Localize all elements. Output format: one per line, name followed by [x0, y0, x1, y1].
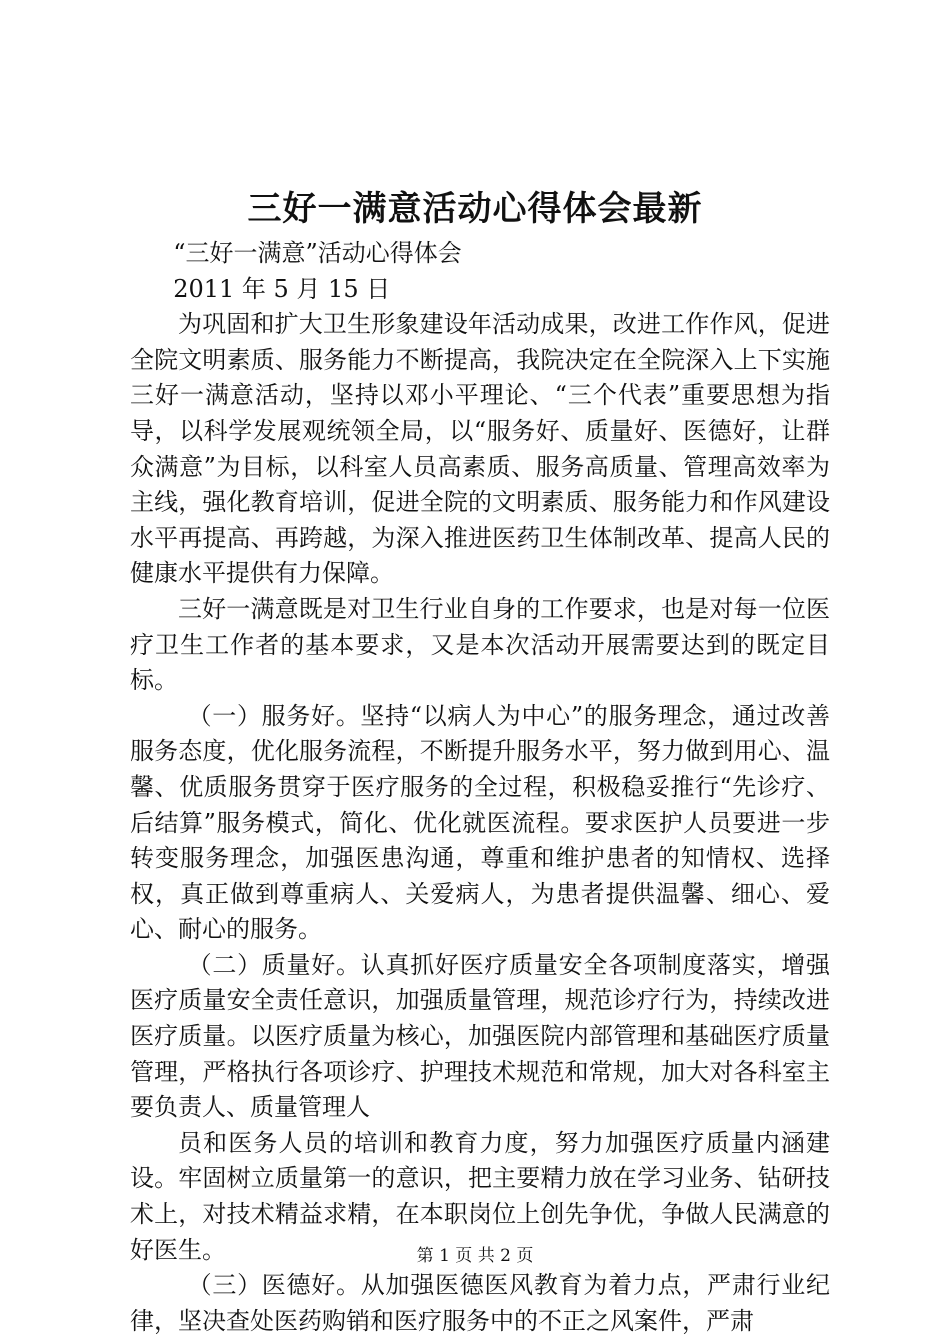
document-date: 2011 年 5 月 15 日 — [173, 274, 391, 303]
section-quality: （二）质量好。认真抓好医疗质量安全各项制度落实，增强医疗质量安全责任意识，加强质量管理，规范诊疗行为，持续改进医疗质量。以医疗质量为核心，加强医院内部管理和基础医疗质量管理，严格执行各项诊疗、护理技术规范和常规，加大对各科室主要负责人、质量管理人 — [130, 950, 830, 1122]
page-footer: 第 1 页 共 2 页 — [416, 1246, 534, 1266]
document-subtitle: “三好一满意”活动心得体会 — [173, 239, 462, 267]
document-body — [130, 236, 830, 1339]
section-ethics: （三）医德好。从加强医德医风教育为着力点，严肃行业纪律，坚决查处医药购销和医疗服务中的不正之风案件，严肃 — [130, 1271, 830, 1335]
section-service: （一）服务好。坚持“以病人为中心”的服务理念，通过改善服务态度，优化服务流程，不断提升服务水平，努力做到用心、温馨、优质服务贯穿于医疗服务的全过程，积极稳妥推行“先诊疗、后结算”服务模式，简化、优化就医流程。要求医护人员要进一步转变服务理念，加强医患沟通，尊重和维护患者的知情权、选择权，真正做到尊重病人、关爱病人，为患者提供温馨、细心、爱心、耐心的服务。 — [130, 701, 830, 944]
body-paragraph: 员和医务人员的培训和教育力度，努力加强医疗质量内涵建设。牢固树立质量第一的意识，把主要精力放在学习业务、钻研技术上，对技术精益求精，在本职岗位上创先争优，争做人民满意的好医生。 — [130, 1128, 830, 1264]
body-paragraph: 为巩固和扩大卫生形象建设年活动成果，改进工作作风，促进全院文明素质、服务能力不断提高，我院决定在全院深入上下实施三好一满意活动，坚持以邓小平理论、“三个代表”重要思想为指导，以科学发展观统领全局，以“服务好、质量好、医德好，让群众满意”为目标，以科室人员高素质、服务高质量、管理高效率为主线，强化教育培训，促进全院的文明素质、服务能力和作风建设水平再提高、再跨越，为深入推进医药卫生体制改革、提高人民的健康水平提供有力保障。 — [130, 310, 830, 588]
body-paragraph: 三好一满意既是对卫生行业自身的工作要求，也是对每一位医疗卫生工作者的基本要求，又是本次活动开展需要达到的既定目标。 — [130, 594, 830, 695]
document-title: 三好一满意活动心得体会最新 — [247, 189, 703, 229]
